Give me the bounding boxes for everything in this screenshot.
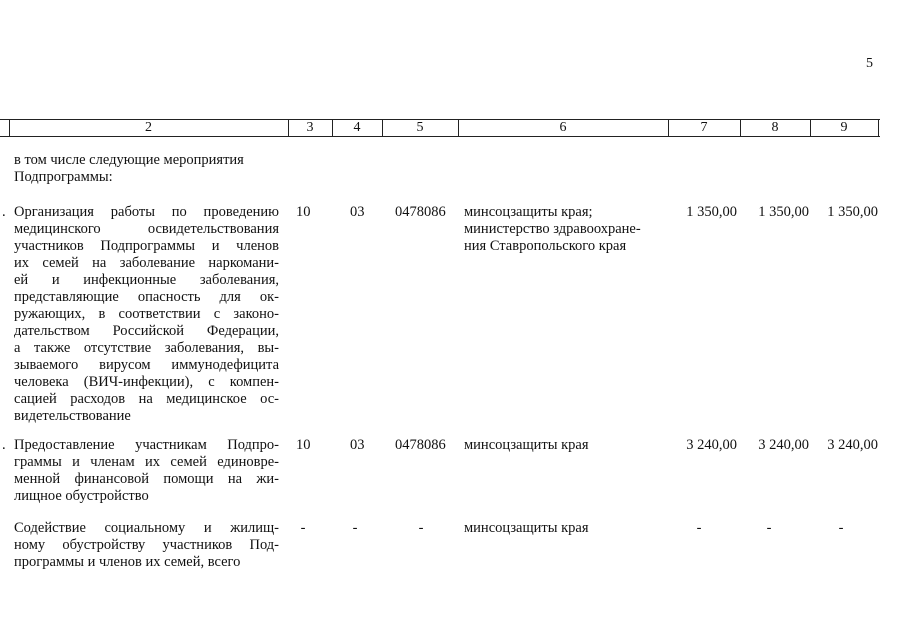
row-target-code: 0478086: [395, 204, 446, 220]
row-bullet: .: [2, 204, 6, 220]
row-amount-col9: 1 350,00: [827, 204, 878, 220]
row-description-line: представляющие опасность для ок-: [14, 289, 279, 305]
table-row: [14, 152, 279, 186]
row-description-line: Предоставление участникам Подпро-: [14, 437, 279, 453]
row-section-code: -: [300, 520, 306, 536]
row-description-line: медицинского освидетельствования: [14, 221, 279, 237]
row-description: [14, 204, 279, 425]
header-col-5: 5: [416, 120, 424, 135]
row-description-line: Содействие социальному и жилищ-: [14, 520, 279, 536]
row-executor: [464, 437, 667, 454]
row-description-line: Подпрограммы:: [14, 169, 113, 185]
row-description-line: человека (ВИЧ-инфекции), с компен-: [14, 374, 279, 390]
row-description-line: ружающих, в соответствии с законо-: [14, 306, 279, 322]
row-executor-line: минсоцзащиты края;: [464, 204, 593, 220]
row-description-line: сацией расходов на медицинское ос-: [14, 391, 279, 407]
row-description-line: участников Подпрограммы и членов: [14, 238, 279, 254]
row-amount-col7: 3 240,00: [686, 437, 737, 453]
row-description-line: дательством Российской Федерации,: [14, 323, 279, 339]
header-col-7: 7: [700, 120, 708, 135]
row-description-line: их семей на заболевание наркомани-: [14, 255, 279, 271]
header-col-3: 3: [306, 120, 314, 135]
row-amount-col8: -: [766, 520, 772, 536]
row-executor-line: минсоцзащиты края: [464, 520, 589, 536]
row-executor: [464, 204, 667, 255]
row-amount-col7: 1 350,00: [686, 204, 737, 220]
row-executor-line: министерство здравоохране-: [464, 221, 641, 237]
row-executor-line: ния Ставропольского края: [464, 238, 627, 254]
row-subsection-code: 03: [350, 437, 365, 453]
page-number: 5: [866, 56, 873, 71]
row-description-line: в том числе следующие мероприятия: [14, 152, 244, 168]
row-target-code: 0478086: [395, 437, 446, 453]
row-executor: [464, 520, 667, 537]
row-amount-col8: 1 350,00: [758, 204, 809, 220]
header-bottom-border: [0, 136, 880, 137]
row-section-code: 10: [296, 437, 311, 453]
row-description: [14, 437, 279, 505]
header-col-4: 4: [353, 120, 361, 135]
row-bullet: .: [2, 437, 6, 453]
row-subsection-code: -: [352, 520, 358, 536]
row-amount-col8: 3 240,00: [758, 437, 809, 453]
row-description-line: ному обустройству участников Под-: [14, 537, 279, 553]
row-amount-col9: -: [838, 520, 844, 536]
row-description-line: Организация работы по проведению: [14, 204, 279, 220]
row-amount-col7: -: [696, 520, 702, 536]
row-section-code: 10: [296, 204, 311, 220]
row-description-line: а также отсутствие заболевания, вы-: [14, 340, 279, 356]
row-description-line: зываемого вирусом иммунодефицита: [14, 357, 279, 373]
row-subsection-code: 03: [350, 204, 365, 220]
row-target-code: -: [418, 520, 424, 536]
row-description-line: видетельствование: [14, 408, 131, 424]
row-description-line: ей и инфекционные заболевания,: [14, 272, 279, 288]
header-col-6: 6: [559, 120, 567, 135]
row-description-line: лищное обустройство: [14, 488, 149, 504]
row-description: [14, 520, 279, 571]
header-col-9: 9: [840, 120, 848, 135]
row-description-line: граммы и членам их семей единовре-: [14, 454, 279, 470]
row-description-line: менной финансовой помощи на жи-: [14, 471, 279, 487]
row-description-line: программы и членов их семей, всего: [14, 554, 241, 570]
header-col-2: 2: [145, 120, 152, 135]
header-divider: [878, 119, 879, 136]
row-amount-col9: 3 240,00: [827, 437, 878, 453]
row-executor-line: минсоцзащиты края: [464, 437, 589, 453]
header-col-8: 8: [771, 120, 779, 135]
